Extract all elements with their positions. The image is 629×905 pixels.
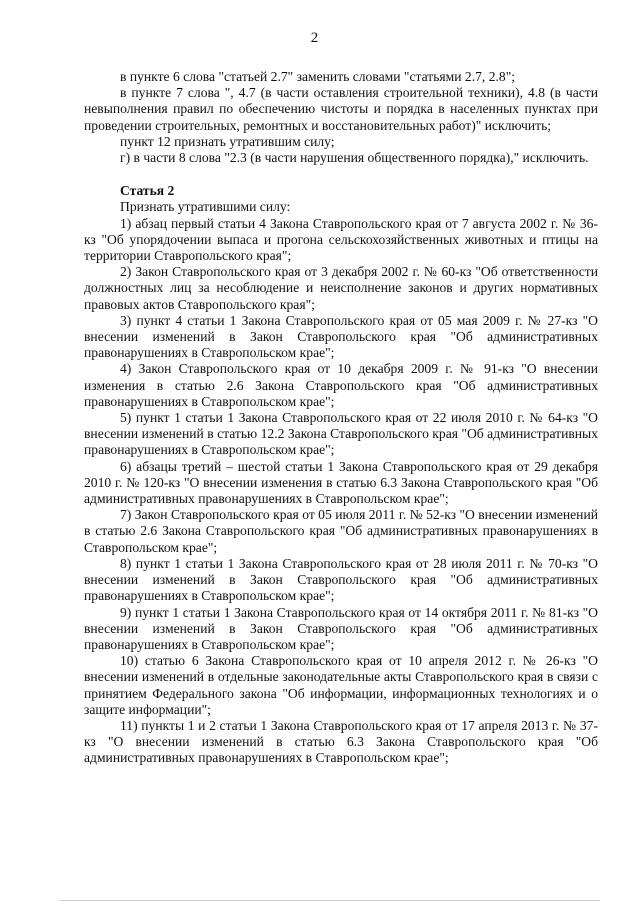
- page-number: 2: [310, 30, 319, 46]
- article-item-9: 9) пункт 1 статьи 1 Закона Ставропольского края от 14 октября 2011 г. № 81-кз "О внесении изменений в Закон Ставропольского края "Об административных правонарушениях в Ставропольском крае";: [84, 604, 598, 652]
- article-item-6: 6) абзацы третий – шестой статьи 1 Закона Ставропольского края от 29 декабря 2010 г. № 120-кз "О внесении изменения в статью 6.3 Закона Ставропольского края "Об административных правонарушениях в Ставропольском крае";: [84, 458, 598, 507]
- article-heading: Статья 2: [120, 183, 175, 199]
- article-item-3: 3) пункт 4 статьи 1 Закона Ставропольского края от 05 мая 2009 г. № 27-кз "О внесении изменений в Закон Ставропольского края "Об административных правонарушениях в Ставропольском крае";: [84, 312, 598, 361]
- article-item-1: 1) абзац первый статьи 4 Закона Ставропольского края от 7 августа 2002 г. № 36-кз "Об упорядочении выпаса и прогона сельскохозяйственных животных и птицы на территории Ставропольского края";: [84, 215, 598, 264]
- article-intro: Признать утратившими силу:: [120, 199, 291, 215]
- paragraph-item-12-repealed: пункт 12 признать утратившим силу;: [120, 133, 335, 149]
- article-item-7: 7) Закон Ставропольского края от 05 июля 2011 г. № 52-кз "О внесении изменений в статью 2.6 Закона Ставропольского края "Об административных правонарушениях в Ставропольском крае";: [84, 507, 598, 555]
- scan-edge-divider: [60, 900, 600, 901]
- paragraph-amend-item-6: в пункте 6 слова "статьей 2.7" заменить словами "статьями 2.7, 2.8";: [120, 69, 516, 84]
- section-gap: [84, 166, 598, 183]
- document-body: [84, 69, 598, 767]
- article-item-11: 11) пункты 1 и 2 статьи 1 Закона Ставропольского края от 17 апреля 2013 г. № 37-кз "О внесении изменений в статью 6.3 Закона Ставропольского края "Об административных правонарушениях в Ставропольском крае";: [84, 717, 598, 766]
- article-item-2: 2) Закон Ставропольского края от 3 декабря 2002 г. № 60-кз "Об ответственности должностных лиц за несоблюдение и неисполнение законов и других нормативных правовых актов Ставропольского края";: [84, 264, 598, 312]
- article-item-10: 10) статью 6 Закона Ставропольского края от 10 апреля 2012 г. № 26-кз "О внесении изменений в отдельные законодательные акты Ставропольского края в связи с принятием Федерального закона "Об информации, информационных технологиях и о защите информации";: [84, 653, 598, 717]
- paragraph-amend-item-7: в пункте 7 слова ", 4.7 (в части оставления строительной техники), 4.8 (в части невыполнения правил по обеспечению чистоты и порядка в населенных пунктах при проведении строительных, ремонтных и восстановительных работ)" исключить;: [84, 85, 598, 133]
- article-item-5: 5) пункт 1 статьи 1 Закона Ставропольского края от 22 июля 2010 г. № 64-кз "О внесении изменений в статью 12.2 Закона Ставропольского края "Об административных правонарушениях в Ставропольском крае";: [84, 410, 598, 458]
- article-item-8: 8) пункт 1 статьи 1 Закона Ставропольского края от 28 июля 2011 г. № 70-кз "О внесении изменений в Закон Ставропольского края "Об административных правонарушениях в Ставропольском крае";: [84, 555, 598, 604]
- article-item-4: 4) Закон Ставропольского края от 10 декабря 2009 г. № 91-кз "О внесении изменения в статью 2.6 Закона Ставропольского края "Об административных правонарушениях в Ставропольском крае";: [84, 361, 598, 409]
- paragraph-part-8-amend: г) в части 8 слова "2.3 (в части нарушения общественного порядка)," исключить.: [120, 150, 589, 166]
